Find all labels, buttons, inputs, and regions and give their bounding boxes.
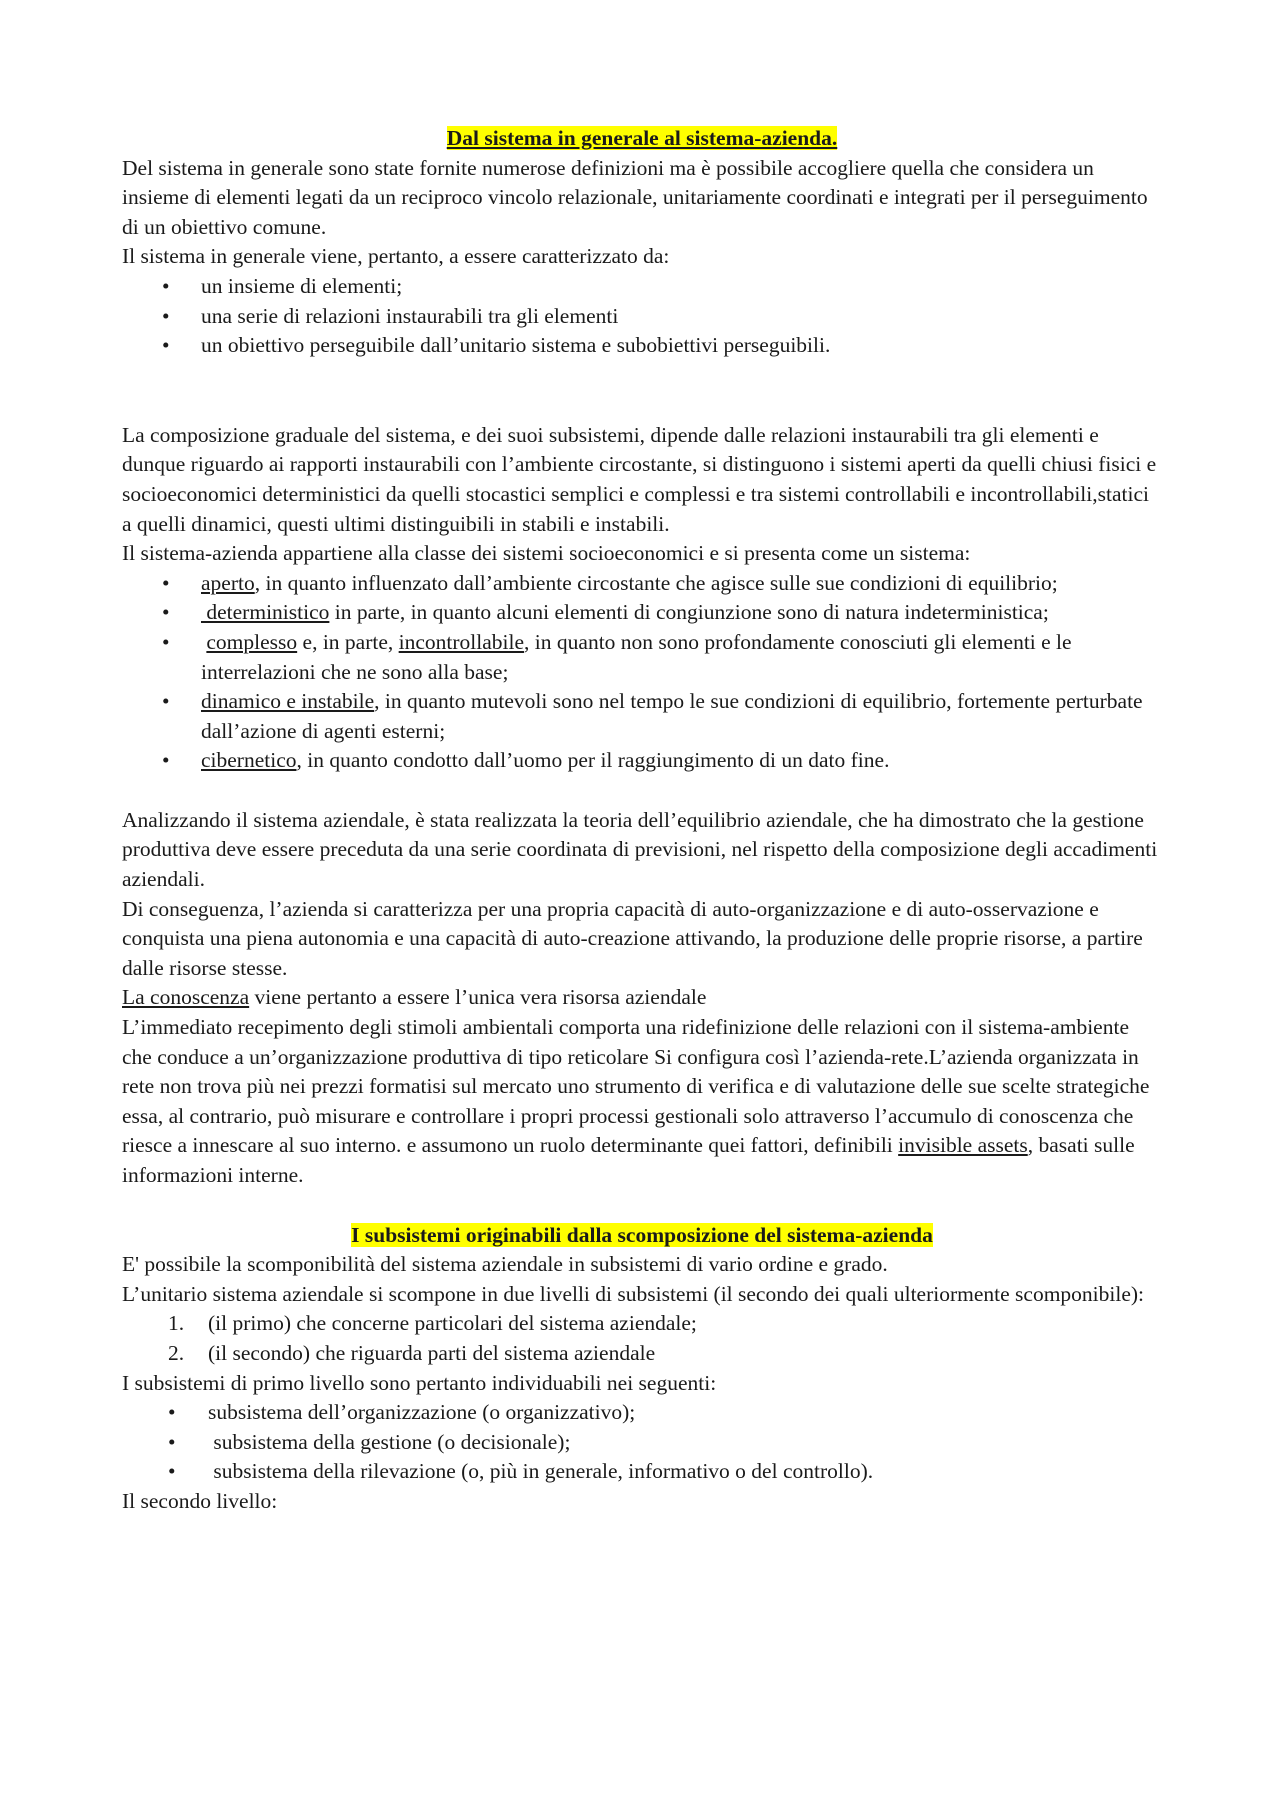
document-page	[122, 124, 1162, 1517]
list-item: • complesso e, in parte, incontrollabile, in quanto non sono profondamente conosciuti gli elementi e le interrelazioni che ne sono alla base;	[162, 629, 1072, 684]
paragraph-system-definition: Del sistema in generale sono state fornite numerose definizioni ma è possibile accogliere quella che considera un insieme di elementi legati da un reciproco vincolo relazionale, unitariamente coordinati e integrati per il perseguimento di un obiettivo comune.	[122, 155, 1148, 239]
paragraph-consequence: Di conseguenza, l’azienda si caratterizza per una propria capacità di auto-organizzazione e di auto-osservazione e conquista una piena autonomia e una capacità di auto-creazione attivando, la produzione delle proprie risorse, a partire dalle risorse stesse.	[122, 896, 1143, 980]
list-item: • subsistema della rilevazione (o, più in generale, informativo o del controllo).	[122, 1457, 1162, 1487]
list-item: • aperto, in quanto influenzato dall’ambiente circostante che agisce sulle sue condizioni di equilibrio;	[122, 569, 1162, 599]
list-item: 2. (il secondo) che riguarda parti del sistema aziendale	[168, 1340, 656, 1365]
paragraph-equilibrium-theory: Analizzando il sistema aziendale, è stata realizzata la teoria dell’equilibrio aziendale, che ha dimostrato che la gestione produttiva deve essere preceduta da una serie coordinata di previsioni, nel rispetto della composizione degli accadimenti aziendali.	[122, 807, 1158, 892]
paragraph-knowledge: La conoscenza viene pertanto a essere l’unica vera risorsa aziendale	[122, 985, 707, 1010]
list-item: • deterministico in parte, in quanto alcuni elementi di congiunzione sono di natura indeterministica;	[122, 598, 1162, 628]
bullet-icon: •	[162, 570, 170, 595]
list-item: • una serie di relazioni instaurabili tra gli elementi	[122, 302, 1162, 332]
paragraph-azienda-lead: Il sistema-azienda appartiene alla classe dei sistemi socioeconomici e si presenta come un sistema:	[122, 541, 971, 566]
bullet-icon: •	[168, 1429, 176, 1454]
list-item: • dinamico e instabile, in quanto mutevoli sono nel tempo le sue condizioni di equilibrio, fortemente perturbate dall’azione di agenti esterni;	[162, 689, 1143, 743]
bullet-icon: •	[162, 333, 170, 358]
paragraph-composition: La composizione graduale del sistema, e dei suoi subsistemi, dipende dalle relazioni instaurabili tra gli elementi e dunque riguardo ai rapporti instaurabili con l’ambiente circostante, si distinguono i sistemi aperti da quelli chiusi fisici e socioeconomici deterministici da quelli stocastici semplici e complessi e tra sistemi controllabili e incontrollabili,statici a quelli dinamici, questi ultimi distinguibili in stabili e instabili.	[122, 422, 1157, 536]
paragraph-network-company: L’immediato recepimento degli stimoli ambientali comporta una ridefinizione delle relazioni con il sistema-ambiente che conduce a un’organizzazione produttiva di tipo reticolare Si configura così l’azienda-rete.L’azienda organizzata in rete non trova più nei prezzi formatisi sul mercato uno strumento di verifica e di valutazione delle sue scelte strategiche essa, al contrario, può misurare e controllare i propri processi gestionali solo attraverso l’accumulo di conoscenza che riesce a innescare al suo interno. e assumono un ruolo determinante quei fattori, definibili invisible assets, basati sulle informazioni interne.	[122, 1015, 1150, 1187]
bullet-icon: •	[162, 748, 170, 773]
list-item: • cibernetico, in quanto condotto dall’uomo per il raggiungimento di un dato fine.	[122, 746, 1162, 776]
paragraph-first-level-lead: I subsistemi di primo livello sono pertanto individuabili nei seguenti:	[122, 1370, 717, 1395]
paragraph-two-levels: L’unitario sistema aziendale si scompone in due livelli di subsistemi (il secondo dei quali ulteriormente scomponibile):	[122, 1281, 1145, 1306]
list-item: 1. (il primo) che concerne particolari del sistema aziendale;	[168, 1311, 697, 1336]
characteristics-list	[122, 272, 1162, 361]
bullet-icon: •	[162, 689, 170, 714]
paragraph-decomposability: E' possibile la scomponibilità del sistema aziendale in subsistemi di vario ordine e grado.	[122, 1252, 888, 1277]
list-item: • un obiettivo perseguibile dall’unitario sistema e subobiettivi perseguibili.	[122, 331, 1162, 361]
list-item: • subsistema della gestione (o decisionale);	[122, 1428, 1162, 1458]
bullet-icon: •	[168, 1459, 176, 1484]
list-item: • un insieme di elementi;	[122, 272, 1162, 302]
azienda-properties-list	[122, 569, 1162, 776]
levels-list	[122, 1309, 1162, 1368]
bullet-icon: •	[162, 600, 170, 625]
bullet-icon: •	[162, 629, 170, 654]
paragraph-second-level: Il secondo livello:	[122, 1488, 278, 1513]
bullet-icon: •	[162, 273, 170, 298]
bullet-icon: •	[168, 1400, 176, 1425]
subsystems-list	[122, 1398, 1162, 1487]
bullet-icon: •	[162, 303, 170, 328]
section-1-title: Dal sistema in generale al sistema-azienda.	[446, 126, 838, 150]
list-item: • subsistema dell’organizzazione (o organizzativo);	[122, 1398, 1162, 1428]
section-2-title: I subsistemi originabili dalla scomposizione del sistema-azienda	[351, 1222, 933, 1247]
paragraph-characteristics-lead: Il sistema in generale viene, pertanto, a essere caratterizzato da:	[122, 244, 670, 269]
